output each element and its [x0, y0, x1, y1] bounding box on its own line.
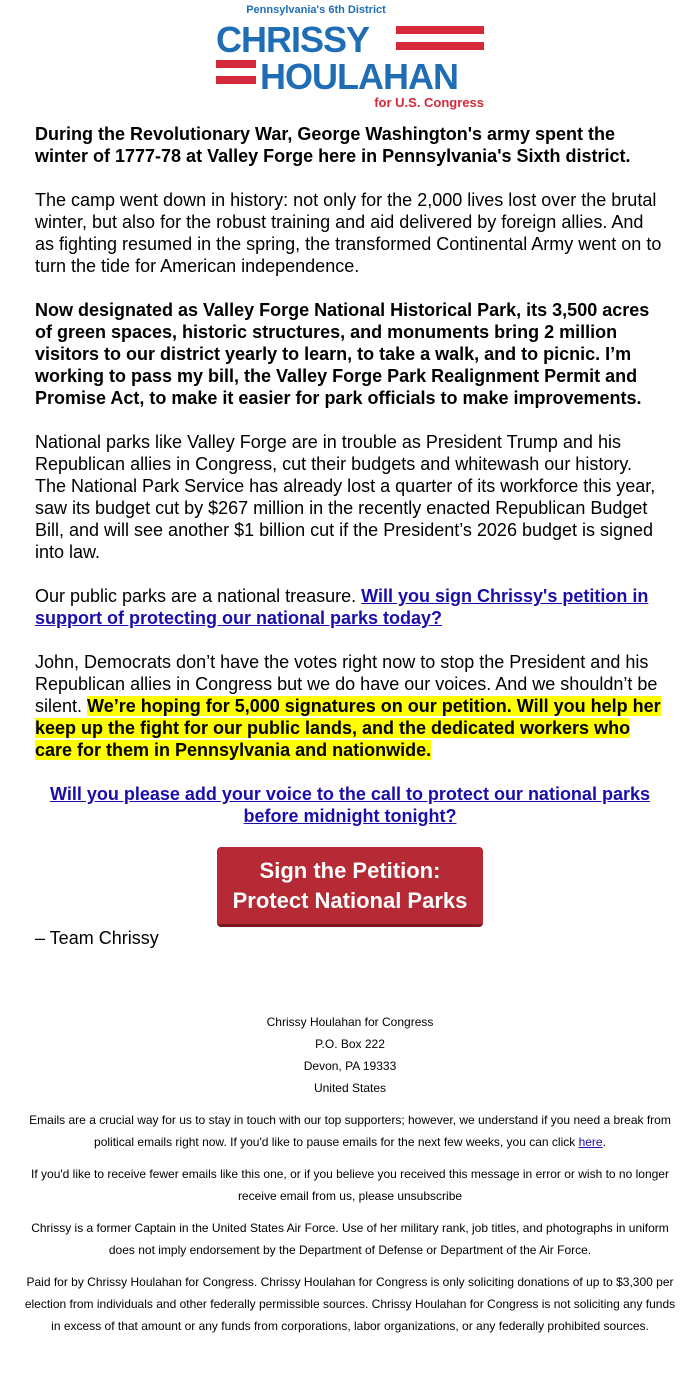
cta-line-2: Protect National Parks [232, 888, 468, 913]
cta-line-1: Sign the Petition: [259, 858, 441, 883]
email-body [35, 123, 665, 971]
petition-link[interactable]: Will you sign Chrissy's petition in support of protecting our national parks today? [35, 586, 649, 628]
voices-text: John, Democrats don’t have the votes right now to stop the President and his Republican allies in Congress but we do have our voices. And we shouldn’t be silent. [35, 652, 658, 716]
logo-district: Pennsylvania's 6th District [246, 4, 386, 16]
treasure-paragraph [35, 585, 665, 629]
paid-for-disclaimer: Paid for by Chrissy Houlahan for Congress. Chrissy Houlahan for Congress is only soliciting donations of up to $3,300 per election from individuals and other federally permissible sources. Chrissy Houlahan for Congress is not soliciting any funds in excess of that amount or any funds from corporations, labor organizations, or any federally prohibited sources. [24, 1275, 676, 1333]
sign-petition-button[interactable] [217, 847, 483, 927]
mailing-address [20, 1011, 680, 1099]
logo-stripe [216, 76, 256, 84]
budget-paragraph: National parks like Valley Forge are in trouble as President Trump and his Republican allies in Congress, cut their budgets and whitewash our history. The National Park Service has already lost a quarter of its workforce this year, saw its budget cut by $267 million in the recently enacted Republican Budget Bill, and will see another $1 billion cut if the President’s 2026 budget is signed into law. [35, 432, 656, 562]
history-paragraph: The camp went down in history: not only for the 2,000 lives lost over the brutal winter, but also for the robust training and aid delivered by foreign allies. And as fighting resumed in the spring, the transformed Continental Army went on to turn the tide for American independence. [35, 190, 662, 276]
address-line: Chrissy Houlahan for Congress [266, 1015, 434, 1029]
address-line: United States [313, 1081, 387, 1095]
pause-emails-text: Emails are a crucial way for us to stay in touch with our top supporters; however, we understand if you need a break from political emails right now. If you'd like to pause emails for the next few weeks, you can click here. [29, 1113, 671, 1149]
signoff: – Team Chrissy [35, 928, 159, 948]
highlighted-text: We’re hoping for 5,000 signatures on our petition. Will you help her keep up the fight for our public lands, and the dedicated workers who care for them in Pennsylvania and nationwide. [35, 696, 661, 760]
center-link-paragraph [35, 783, 665, 827]
unsubscribe-text: If you'd like to receive fewer emails like this one, or if you believe you received this message in error or wish to no longer receive email from us, please unsubscribe [31, 1167, 669, 1203]
logo-subtitle: for U.S. Congress [374, 95, 484, 110]
pause-here-link[interactable]: here [578, 1135, 603, 1149]
logo-stripe [396, 26, 484, 34]
logo-first-name: CHRISSY [216, 19, 370, 60]
address-line: P.O. Box 222 [315, 1037, 385, 1051]
treasure-text: Our public parks are a national treasure. [35, 586, 362, 606]
logo-last-name: HOULAHAN [260, 56, 458, 97]
logo-stripe [396, 42, 484, 50]
email-footer [20, 1011, 680, 1337]
add-voice-link[interactable]: Will you please add your voice to the call to protect our national parks before midnight tonight? [50, 784, 650, 826]
voices-paragraph [35, 651, 665, 761]
campaign-logo [214, 4, 486, 110]
logo-stripe [216, 60, 256, 68]
cta-wrapper [35, 847, 665, 927]
park-paragraph: Now designated as Valley Forge National Historical Park, its 3,500 acres of green spaces, historic structures, and monuments bring 2 million visitors to our district yearly to learn, to take a walk, and to picnic. I’m working to pass my bill, the Valley Forge Park Realignment Permit and Promise Act, to make it easier for park officials to make improvements. [35, 300, 650, 408]
address-line: Devon, PA 19333 [303, 1059, 397, 1073]
military-disclaimer: Chrissy is a former Captain in the United States Air Force. Use of her military rank, job titles, and photographs in uniform does not imply endorsement by the Department of Defense or Department of the Air Force. [31, 1221, 669, 1257]
intro-paragraph: During the Revolutionary War, George Washington's army spent the winter of 1777-78 at Valley Forge here in Pennsylvania's Sixth district. [35, 124, 631, 166]
